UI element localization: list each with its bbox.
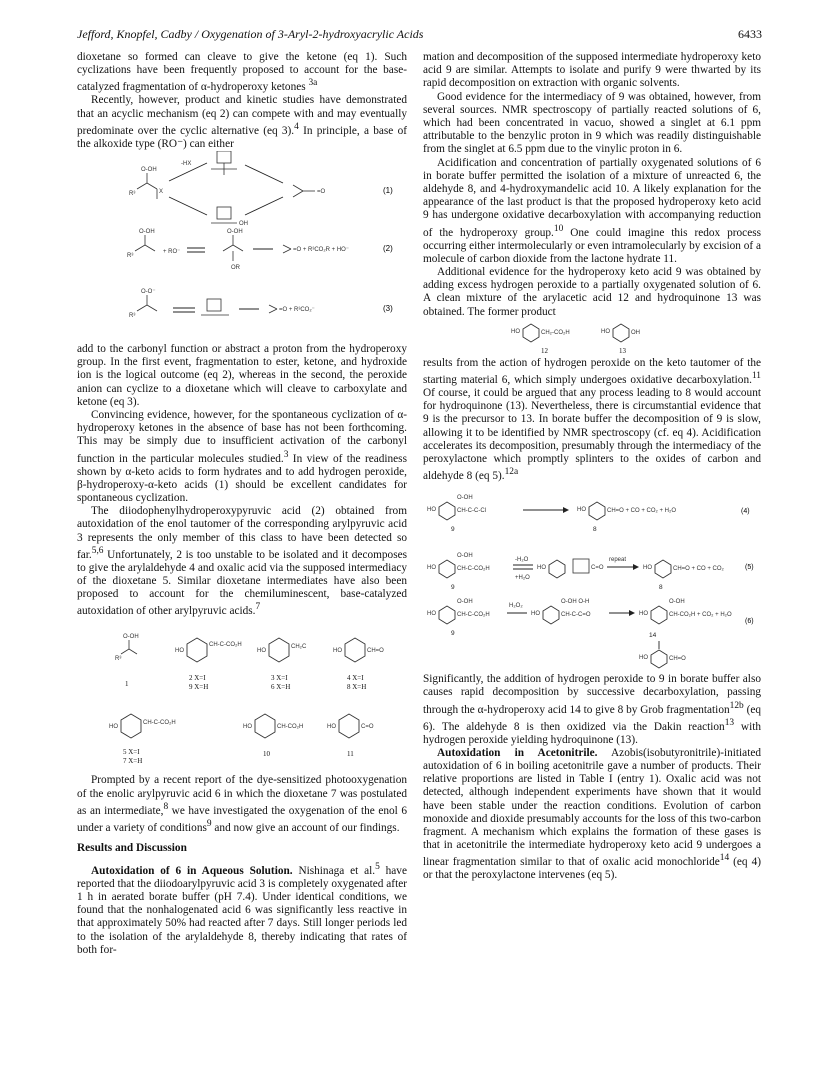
svg-text:(5): (5) <box>745 564 754 572</box>
svg-text:HO: HO <box>333 648 342 655</box>
svg-text:14: 14 <box>649 632 657 640</box>
svg-text:C=O: C=O <box>361 724 374 731</box>
page-number: 6433 <box>738 27 762 41</box>
compound-label: 9 X=H <box>189 683 209 692</box>
ref: 9 <box>206 818 212 829</box>
svg-text:O-OH: O-OH <box>669 599 685 606</box>
paragraph: Autoxidation of 6 in Aqueous Solution. Nishinaga et al.$^5$ have reported that the diiodoarylpyruvic acid 3 is completely oxygenated after 1 h in aerated borate buffer (pH 7.4). Under identical conditions, we found that the nonhalogenated acid 6 was significantly less reactive in that approximately 50% had reacted after 7 days. Still longer periods led to the isolation of the arylaldehyde 8, thereby indicating that rates of both for- <box>77 861 407 956</box>
svg-text:=O + R³CO₂R + HO⁻: =O + R³CO₂R + HO⁻ <box>293 246 350 253</box>
compound-structures <box>77 624 407 774</box>
page-header <box>77 27 762 43</box>
svg-text:(4): (4) <box>741 508 750 516</box>
svg-text:R³: R³ <box>129 312 136 319</box>
svg-text:HO: HO <box>577 507 586 514</box>
compound-label: 5 X=I <box>123 748 140 757</box>
svg-text:O-OH: O-OH <box>227 228 243 235</box>
svg-text:-H₂O: -H₂O <box>515 557 529 564</box>
paragraph: Additional evidence for the hydroperoxy keto acid 9 was obtained by adding excess hydrogen peroxide to a partially oxygenated solution of 6. A clean mixture of the arylacetic acid 12 and hydroquinone 13 was obtained. The former product <box>423 266 761 318</box>
svg-text:H₂O₂: H₂O₂ <box>509 603 523 610</box>
svg-text:HO: HO <box>511 328 520 335</box>
svg-text:HO: HO <box>531 611 540 618</box>
compound-label: 1 <box>125 680 129 689</box>
paragraph: Convincing evidence, however, for the spontaneous cyclization of α-hydroperoxy ketones in the absence of base has not been forthcoming. This may be simply due to insufficient activation of the carbonyl function in the particular molecules studied.$^3$ In view of the readiness shown by α-keto acids to form hydrates and to add hydrogen peroxide, β-hydroperoxy-α-keto acids (1) should be excellent candidates for spontaneous cyclization. <box>77 408 407 504</box>
svg-text:(6): (6) <box>745 618 754 626</box>
ref: 14 <box>719 853 730 864</box>
svg-text:HO: HO <box>601 328 610 335</box>
svg-text:HO: HO <box>639 611 648 618</box>
svg-text:8: 8 <box>659 584 663 592</box>
svg-text:9: 9 <box>451 630 455 638</box>
svg-text:OH: OH <box>239 220 248 227</box>
svg-text:X: X <box>159 188 164 195</box>
paragraph: add to the carbonyl function or abstract a proton from the hydroperoxy group. In the first event, fragmentation to ester, ketone, and hydroxide ion is the logical outcome (eq 2), whereas in the second, the peroxide anion can cyclize to a dioxetane which will cleave to carboxylate and ketone (eq 3). <box>77 342 407 408</box>
compound-label: 6 X=H <box>271 683 291 692</box>
paragraph: Autoxidation in Acetonitrile. Azobis(isobutyronitrile)-initiated autoxidation of 6 in boiling acetonitrile gave a number of products. Their relative proportions are listed in Table I (entry 1). Oxalic acid was not detected, although independent experiments have shown that it would have been stable under the reaction conditions. Evolution of carbon monoxide and dioxide presumably accounts for the loss of this two-carbon fragment. A mechanism which explains the formation of these gases is that in acetonitrile the intermediate hydroperoxy keto acid 9 undergoes a linear fragmentation similar to that of oxalic acid monochloride$^{14}$ (eq 4) or that the peroxylactone intervenes (eq 5). <box>423 746 761 882</box>
compound-label: 8 X=H <box>347 683 367 692</box>
svg-text:CH₂C: CH₂C <box>291 644 307 651</box>
svg-text:+ RO⁻: + RO⁻ <box>163 248 181 255</box>
svg-text:CH=O: CH=O <box>669 656 686 663</box>
svg-text:CH₂-CO₂H: CH₂-CO₂H <box>541 329 570 336</box>
svg-text:O-OH: O-OH <box>123 634 139 641</box>
svg-text:O-OH: O-OH <box>141 166 157 173</box>
svg-text:HO: HO <box>639 655 648 662</box>
compound-label: 2 X=I <box>189 674 206 683</box>
svg-text:=O + R³CO₂⁻: =O + R³CO₂⁻ <box>279 306 315 313</box>
ref: 11 <box>751 371 761 382</box>
svg-text:R³: R³ <box>115 656 122 663</box>
svg-text:HO: HO <box>643 565 652 572</box>
svg-text:(3): (3) <box>383 303 393 313</box>
svg-text:HO: HO <box>427 507 436 514</box>
ref: 13 <box>724 717 735 728</box>
svg-text:9: 9 <box>451 584 455 592</box>
ref: 10 <box>553 223 564 234</box>
compound-label: 12 <box>541 346 548 355</box>
compound-label: 13 <box>619 346 626 355</box>
compound-label: 3 X=I <box>271 674 288 683</box>
reaction-scheme-4-6 <box>423 487 761 669</box>
svg-text:O-OH: O-OH <box>457 495 473 502</box>
compound-label: 4 X=I <box>347 674 364 683</box>
svg-text:(2): (2) <box>383 243 393 253</box>
svg-text:CH=O: CH=O <box>367 648 384 655</box>
paragraph: Good evidence for the intermediacy of 9 was obtained, however, from several sources. NMR spectroscopy of partially reacted solutions of 6, which had been concentrated in vacuo, showed a singlet at 6.1 ppm attributable to the benzylic proton in 9 which was readily distinguishable from the singlet at 6.5 ppm due to the vinylic proton in 6. <box>423 90 761 156</box>
reaction-scheme-1-3 <box>77 151 407 343</box>
compounds-12-13 <box>423 319 761 357</box>
svg-text:HO: HO <box>327 724 336 731</box>
ref: 12b <box>729 700 744 711</box>
subsection-title: Autoxidation of 6 in Aqueous Solution. <box>91 864 293 877</box>
ref: 12a <box>504 467 519 478</box>
compound-label: 11 <box>347 750 354 759</box>
svg-text:O-O⁻: O-O⁻ <box>141 288 156 295</box>
svg-text:OR: OR <box>231 264 240 271</box>
ref: 8 <box>163 801 169 812</box>
svg-text:O-OH: O-OH <box>139 228 155 235</box>
subsection-title: Autoxidation in Acetonitrile. <box>437 746 598 759</box>
paragraph: Significantly, the addition of hydrogen peroxide to 9 in borate buffer also causes rapid decomposition by successive decarboxylation, passing through the α-hydroperoxy acid 14 to give 8 by Grob fragmentation$^{12b}$ (eq 6). The aldehyde 8 is then oxidized via the Dakin reaction$^{13}$ with hydrogen peroxide yielding hydroquinone (13). <box>423 673 761 746</box>
svg-text:R³: R³ <box>129 190 136 197</box>
paragraph: Prompted by a recent report of the dye-sensitized photooxygenation of the enolic arylpyruvic acid 6 in which the dioxetane 7 was postulated as an intermediate,$^8$ we have investigated the oxygenation of the enol 6 under a variety of conditions$^9$ and now give an account of our findings. <box>77 774 407 834</box>
svg-text:HO: HO <box>427 611 436 618</box>
svg-text:HO: HO <box>109 724 118 731</box>
svg-text:OH: OH <box>631 329 640 336</box>
svg-text:=O: =O <box>317 188 326 195</box>
svg-text:9: 9 <box>451 526 455 534</box>
section-title: Results and Discussion <box>77 841 187 854</box>
ref: 4 <box>294 121 299 132</box>
svg-text:R³: R³ <box>127 252 134 259</box>
svg-text:CH-C-CO₂H: CH-C-CO₂H <box>457 566 490 573</box>
svg-text:repeat: repeat <box>609 557 627 564</box>
svg-text:CH-CO₂H: CH-CO₂H <box>277 724 304 731</box>
svg-text:8: 8 <box>593 526 597 534</box>
svg-text:CH=O + CO + CO₂ + H₂O: CH=O + CO + CO₂ + H₂O <box>607 508 677 515</box>
scheme-drawing <box>77 151 407 343</box>
running-title: Jefford, Knopfel, Cadby / Oxygenation of 3-Aryl-2-hydroxyacrylic Acids <box>77 27 424 41</box>
ref: 3 <box>283 449 289 460</box>
ref: 3a <box>308 78 318 89</box>
svg-text:CH-C-CO₂H: CH-C-CO₂H <box>457 612 490 619</box>
svg-text:(1): (1) <box>383 185 393 195</box>
ref: 7 <box>255 602 261 613</box>
paragraph: The diiodophenylhydroperoxypyruvic acid (2) obtained from autoxidation of the enol tautomer of the corresponding arylpyruvic acid 3 represents the only member of this class to have been detected so far.$^{5,6}$ Unfortunately, 2 is too unstable to be isolated and it decomposes to give the arylaldehyde 4 and oxalic acid via the supposed intermediacy of the dioxetane 5. Similar dioxetane intermediates have also been proposed to account for the chemiluminescent, base-catalyzed autoxidation of other arylpyruvic acids.$^7$ <box>77 505 407 618</box>
svg-text:O-OH: O-OH <box>457 599 473 606</box>
svg-text:HO: HO <box>257 648 266 655</box>
right-column <box>423 51 761 883</box>
svg-text:CH-C-C-Cl: CH-C-C-Cl <box>457 508 486 515</box>
svg-text:CH-CO₂H + CO₂ + H₂O: CH-CO₂H + CO₂ + H₂O <box>669 612 732 619</box>
ref: 5,6 <box>91 545 104 556</box>
svg-text:HO: HO <box>175 648 184 655</box>
svg-text:CH-C-CO₂H: CH-C-CO₂H <box>143 720 176 727</box>
paragraph: Acidification and concentration of partially oxygenated solutions of 6 in borate buffer permitted the isolation of a mixture of unreacted 6, the aldehyde 8, and 4-hydroxymandelic acid 10. A likely explanation for the appearance of the last product is that the proposed hydroperoxy keto acid 9 has undergone oxidative decarboxylation with accompanying reduction of the hydroperoxy group.$^{10}$ One could imagine this redox process occurring either intermolecularly or even intramolecularly by excision of a molecule of carbon dioxide from the lactone hydrate 11. <box>423 156 761 265</box>
paragraph: Recently, however, product and kinetic studies have demonstrated that an acyclic mechanism (eq 2) can compete with and may eventually predominate over the cyclic alternative (eq 3).$^4$ In principle, a base of the alkoxide type (RO⁻) can either <box>77 94 407 150</box>
scheme-4-6-drawing <box>423 487 761 669</box>
compounds-12-13-drawing <box>423 319 761 357</box>
svg-text:HO: HO <box>427 565 436 572</box>
svg-text:O-OH O-H: O-OH O-H <box>561 599 590 606</box>
paragraph: mation and decomposition of the supposed intermediate hydroperoxy keto acid 9 are similar. Attempts to isolate and purify 9 were thwarted by its rapid decomposition on extraction with organic solvents. <box>423 51 761 90</box>
paragraph: dioxetane so formed can cleave to give the ketone (eq 1). Such cyclizations have been frequently proposed to account for the base-catalyzed fragmentation of α-hydroperoxy ketones $^{3a}$ <box>77 51 407 94</box>
compound-label: 7 X=H <box>123 757 143 766</box>
left-column <box>77 51 407 957</box>
svg-text:CH-C-CO₂H: CH-C-CO₂H <box>209 642 242 649</box>
ref: 5 <box>375 861 380 872</box>
svg-text:CH-C-C=O: CH-C-C=O <box>561 612 591 619</box>
paragraph: results from the action of hydrogen peroxide on the keto tautomer of the starting material 6, which simply undergoes oxidative decarboxylation.$^{11}$ Of course, it could be argued that any process leading to 8 would account for hydroquinone (13). Nevertheless, there is circumstantial evidence that 9 is the precursor to 13. In borate buffer the decomposition of 9 is slow, allowing it to be identified by NMR spectroscopy (cf. eq 4). Acidification accelerates its decomposition, presumably through the intermediacy of the peroxylactone which promptly splinters to the oxides of carbon and aldehyde 8 (eq 5).$^{12a}$ <box>423 356 761 482</box>
svg-text:HO: HO <box>243 724 252 731</box>
svg-text:O-OH: O-OH <box>457 553 473 560</box>
svg-text:+H₂O: +H₂O <box>515 575 530 582</box>
svg-text:C=O: C=O <box>591 565 604 572</box>
compound-label: 10 <box>263 750 270 759</box>
svg-text:-HX: -HX <box>181 160 192 167</box>
svg-text:CH=O + CO + CO₂: CH=O + CO + CO₂ <box>673 566 724 573</box>
svg-text:HO: HO <box>537 565 546 572</box>
